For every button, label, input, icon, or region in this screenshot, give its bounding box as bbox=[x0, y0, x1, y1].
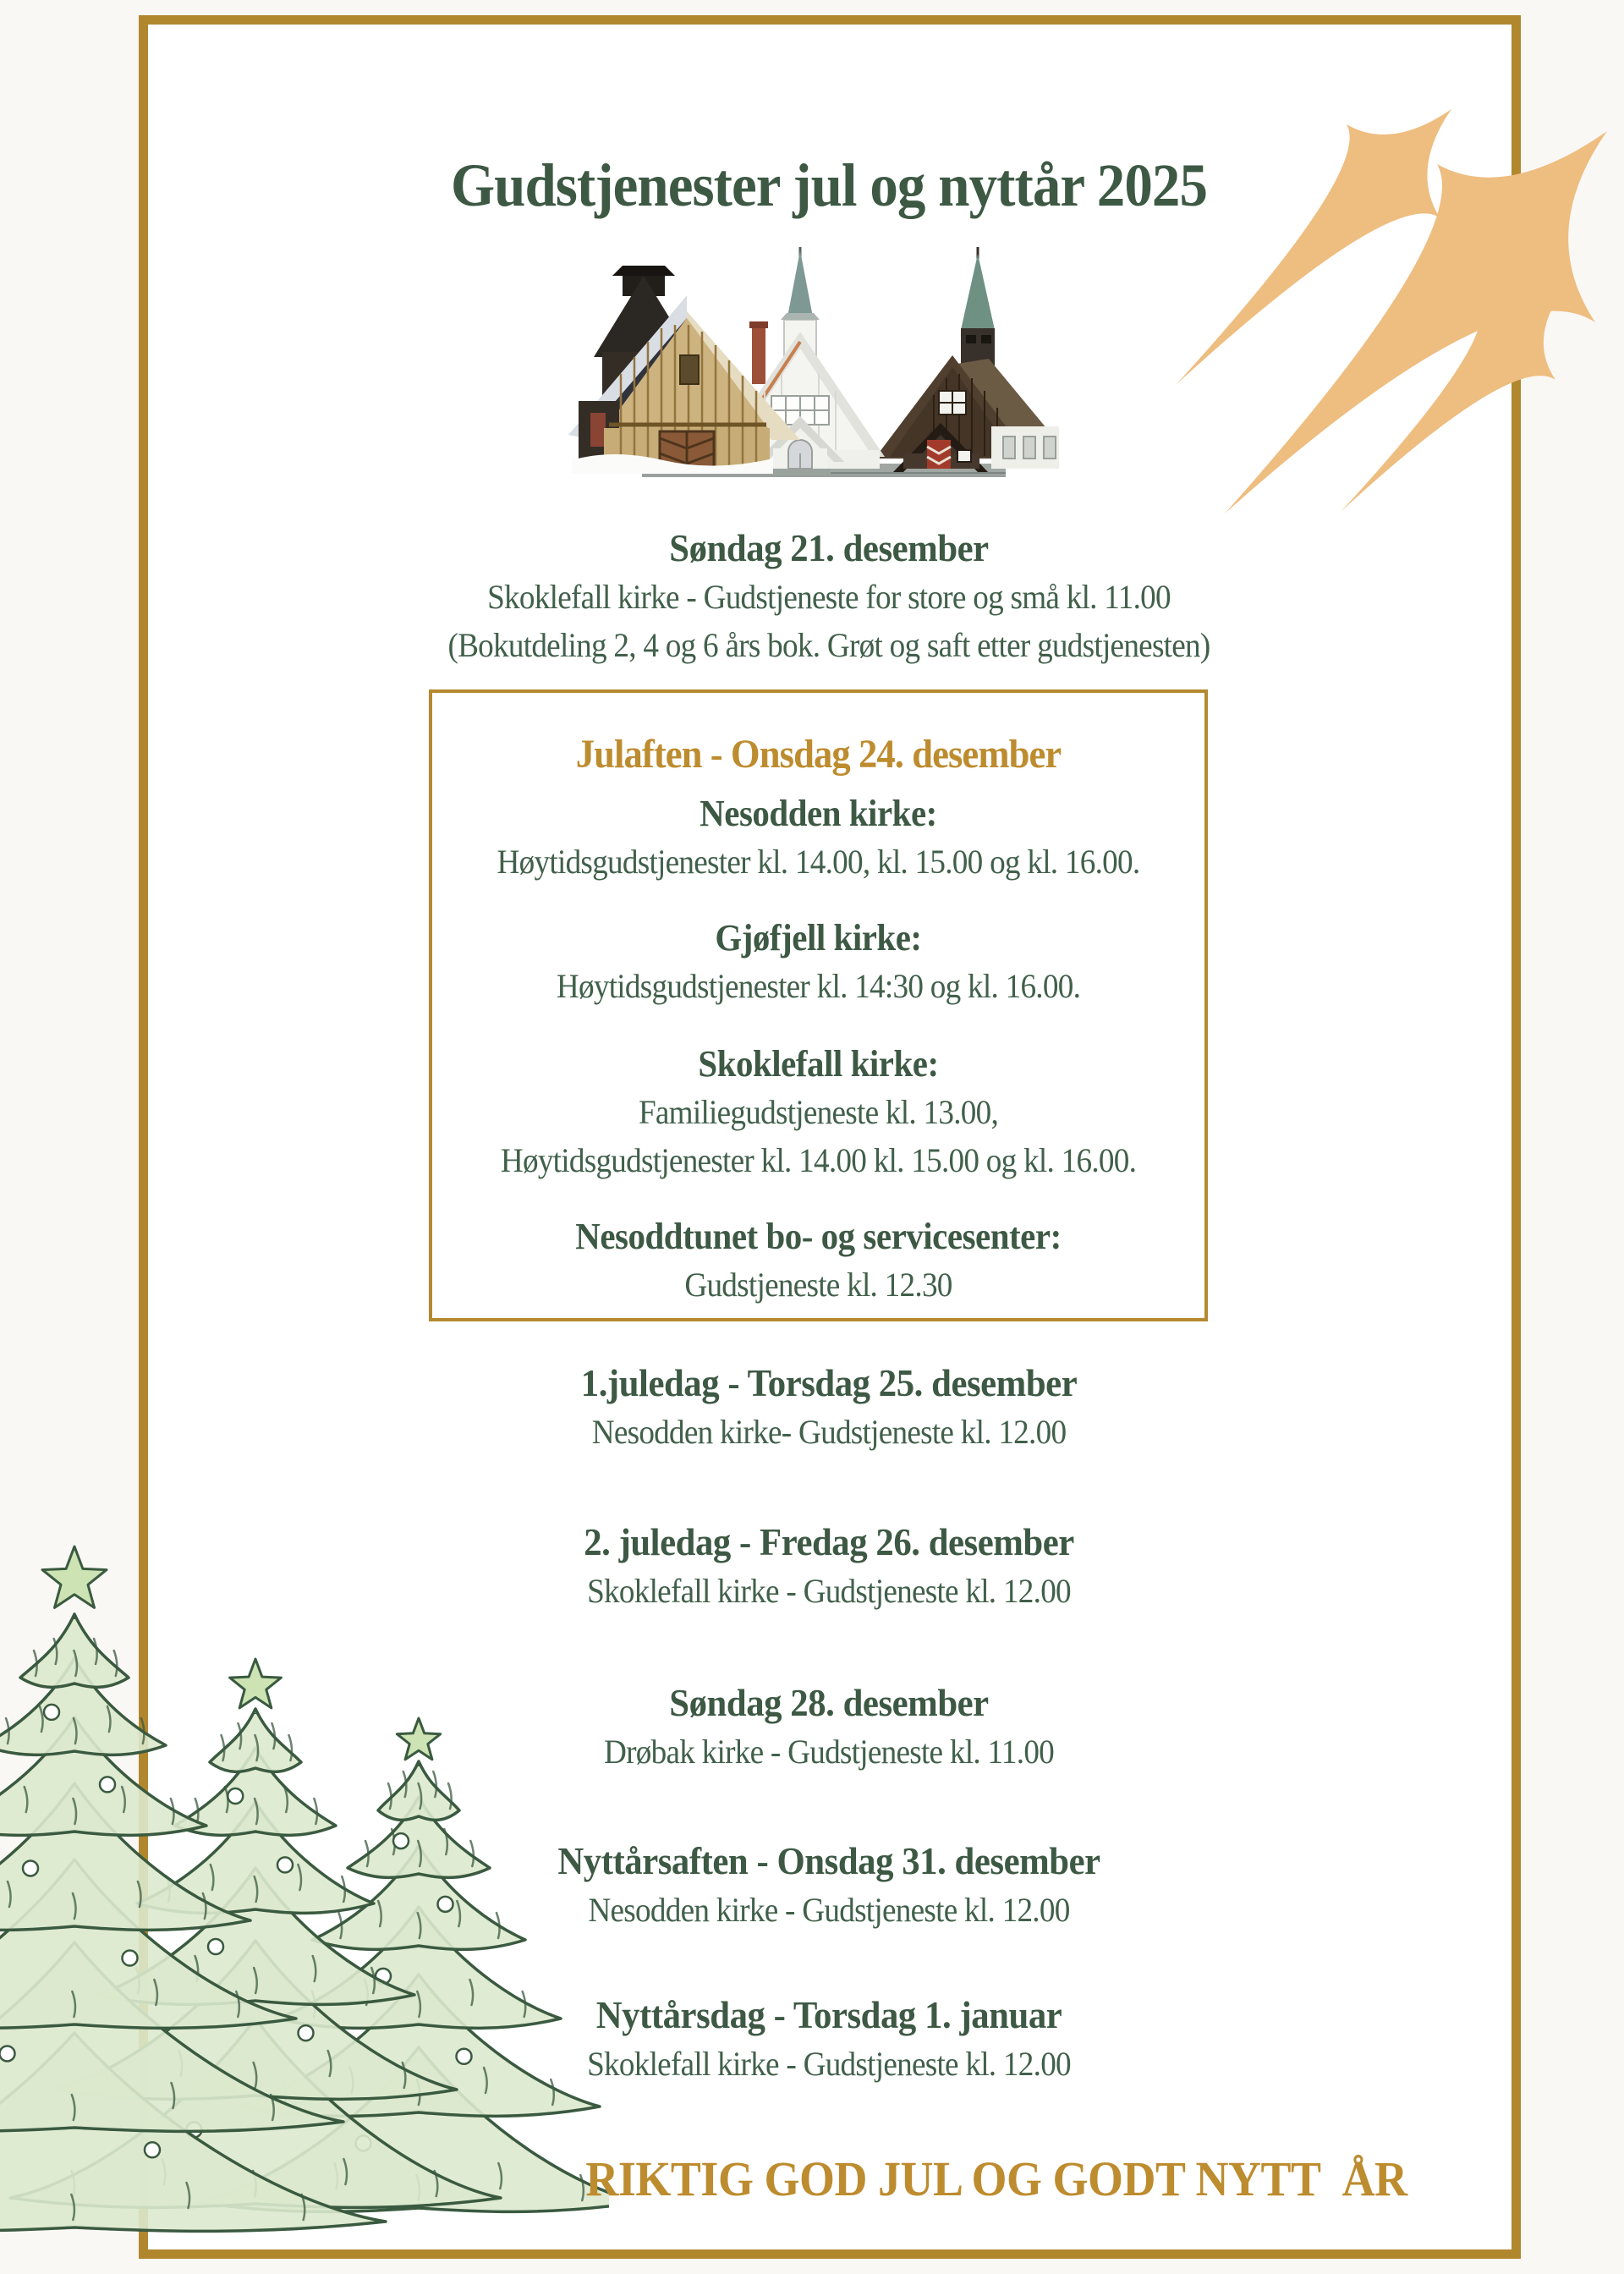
section-line: Nesodden kirke- Gudstjeneste kl. 12.00 bbox=[591, 1413, 1067, 1451]
gold-sparkles-icon bbox=[1167, 59, 1624, 567]
section-dec-31 bbox=[195, 1837, 1462, 1934]
section-line: Skoklefall kirke - Gudstjeneste kl. 12.00 bbox=[587, 2045, 1071, 2083]
church-name: Skoklefall kirke: bbox=[698, 1043, 939, 1085]
section-line: Drøbak kirke - Gudstjeneste kl. 11.00 bbox=[603, 1733, 1055, 1771]
section-dec-28 bbox=[195, 1678, 1462, 1776]
box-heading: Julaften - Onsdag 24. desember bbox=[575, 732, 1062, 777]
service-line: Høytidsgudstjenester kl. 14:30 og kl. 16.00. bbox=[556, 967, 1081, 1005]
service-line: Høytidsgudstjenester kl. 14.00, kl. 15.00 og kl. 16.00. bbox=[497, 843, 1140, 881]
section-line: (Bokutdeling 2, 4 og 6 års bok. Grøt og saft etter gudstjenesten) bbox=[447, 626, 1210, 664]
service-line: Familiegudstjeneste kl. 13.00, bbox=[638, 1093, 999, 1131]
section-heading: Søndag 28. desember bbox=[669, 1681, 989, 1724]
section-dec-25 bbox=[195, 1359, 1462, 1456]
service-line: Høytidsgudstjenester kl. 14.00 kl. 15.00 og kl. 16.00. bbox=[500, 1141, 1137, 1179]
service-line: Gudstjeneste kl. 12.30 bbox=[684, 1266, 952, 1304]
church-name: Nesodden kirke: bbox=[700, 793, 937, 834]
section-line: Skoklefall kirke - Gudstjeneste for store og små kl. 11.00 bbox=[487, 578, 1171, 616]
footer-greeting: RIKTIG GOD JUL OG GODT NYTT ÅR bbox=[585, 2151, 1407, 2206]
section-line: Nesodden kirke - Gudstjeneste kl. 12.00 bbox=[588, 1891, 1070, 1929]
section-line: Skoklefall kirke - Gudstjeneste kl. 12.00 bbox=[587, 1572, 1071, 1610]
three-churches-photo bbox=[562, 247, 1061, 488]
section-dec-26 bbox=[195, 1518, 1462, 1615]
section-heading: 1.juledag - Torsdag 25. desember bbox=[580, 1361, 1078, 1404]
church-name: Nesoddtunet bo- og servicesenter: bbox=[575, 1216, 1062, 1257]
section-heading: Nyttårsdag - Torsdag 1. januar bbox=[595, 1993, 1062, 2036]
section-sunday-21 bbox=[195, 524, 1462, 669]
section-heading: Nyttårsaften - Onsdag 31. desember bbox=[557, 1839, 1100, 1882]
christmas-eve-box bbox=[429, 689, 1208, 1321]
section-heading: 2. juledag - Fredag 26. desember bbox=[584, 1520, 1074, 1563]
page-title: Gudstjenester jul og nyttår 2025 bbox=[450, 151, 1208, 219]
right-church bbox=[875, 247, 1059, 472]
section-heading: Søndag 21. desember bbox=[669, 526, 989, 569]
section-jan-1 bbox=[195, 1991, 1462, 2088]
church-name: Gjøfjell kirke: bbox=[715, 917, 922, 958]
